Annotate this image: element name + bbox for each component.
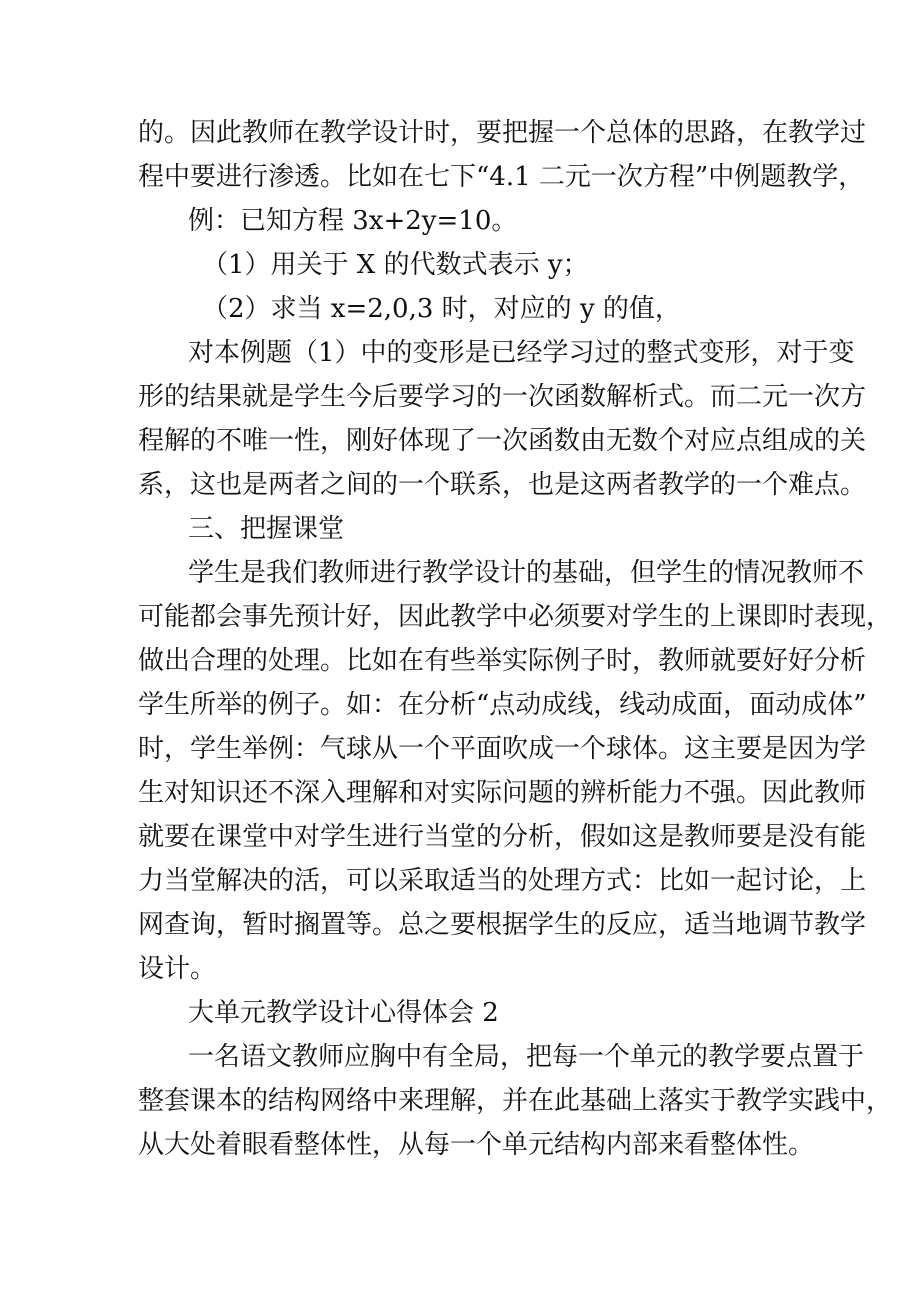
text-line: 的。因此教师在教学设计时，要把握一个总体的思路，在教学过 xyxy=(138,118,867,148)
text-line: 从大处着眼看整体性，从每一个单元结构内部来看整体性。 xyxy=(138,1130,815,1160)
text-line: 就要在课堂中对学生进行当堂的分析，假如这是教师要是没有能 xyxy=(138,822,867,852)
text-line: 网查询，暂时搁置等。总之要根据学生的反应，适当地调节教学 xyxy=(138,910,867,940)
section-heading: 大单元教学设计心得体会 2 xyxy=(188,998,499,1028)
text-line: 形的结果就是学生今后要学习的一次函数解析式。而二元一次方 xyxy=(138,382,867,412)
text-line: 设计。 xyxy=(138,954,217,984)
text-line: 可能都会事先预计好，因此教学中必须要对学生的上课即时表现， xyxy=(138,602,893,632)
text-line: 一名语文教师应胸中有全局，把每一个单元的教学要点置于 xyxy=(188,1042,865,1072)
text-line: 对本例题（1）中的变形是已经学习过的整式变形，对于变 xyxy=(188,338,855,368)
text-line: （1）用关于 X 的代数式表示 y； xyxy=(202,250,589,280)
text-line: 整套课本的结构网络中来理解，并在此基础上落实于教学实践中， xyxy=(138,1086,893,1116)
text-line: 生对知识还不深入理解和对实际问题的辨析能力不强。因此教师 xyxy=(138,778,867,808)
text-line: 系，这也是两者之间的一个联系，也是这两者教学的一个难点。 xyxy=(138,470,867,500)
text-line: 程解的不唯一性，刚好体现了一次函数由无数个对应点组成的关 xyxy=(138,426,867,456)
text-line: （2）求当 x=2,0,3 时，对应的 y 的值， xyxy=(202,294,681,324)
section-heading: 三、把握课堂 xyxy=(188,514,345,544)
text-line: 学生是我们教师进行教学设计的基础，但学生的情况教师不 xyxy=(188,558,865,588)
text-line: 例：已知方程 3x+2y=10。 xyxy=(188,206,518,236)
text-line: 做出合理的处理。比如在有些举实际例子时，教师就要好好分析 xyxy=(138,646,867,676)
text-line: 程中要进行渗透。比如在七下“4.1 二元一次方程”中例题教学， xyxy=(138,162,865,192)
text-line: 学生所举的例子。如：在分析“点动成线，线动成面，面动成体” xyxy=(138,690,867,720)
text-line: 时，学生举例：气球从一个平面吹成一个球体。这主要是因为学 xyxy=(138,734,867,764)
text-line: 力当堂解决的活，可以采取适当的处理方式：比如一起讨论，上 xyxy=(138,866,867,896)
